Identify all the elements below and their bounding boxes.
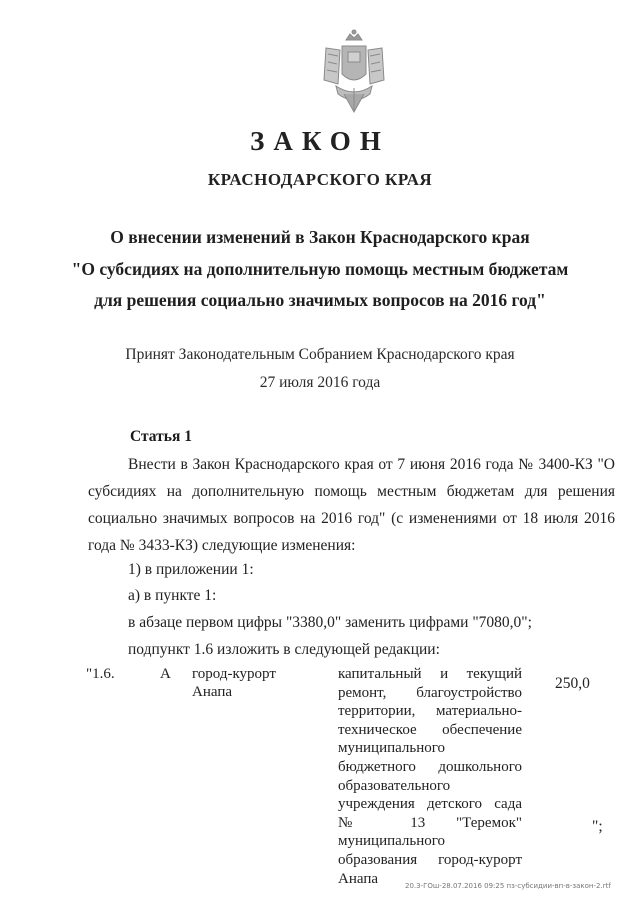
table-row-municipality: город-курорт Анапа bbox=[192, 666, 276, 700]
article-item-2: а) в пункте 1: bbox=[128, 587, 217, 604]
table-row-amount: 250,0 bbox=[555, 675, 590, 692]
law-heading-line-1: О внесении изменений в Закон Краснодарского края bbox=[110, 227, 530, 247]
adoption-line: Принят Законодательным Собранием Краснодарского края bbox=[125, 346, 515, 363]
article-body: Внести в Закон Краснодарского края от 7 июня 2016 года № 3400-КЗ "О субсидиях на дополнительную помощь местным бюджетам для решения социально значимых вопросов на 2016 год" (с изменениями от 18 июля 2016 года № 3433-КЗ) следующие изменения: bbox=[88, 456, 615, 554]
law-subtitle: КРАСНОДАРСКОГО КРАЯ bbox=[207, 170, 433, 189]
table-row-number: "1.6. bbox=[86, 666, 115, 682]
footer-file-stamp: 20.3-ГОш-28.07.2016 09:25 пз-субсидии-вп-в-закон-2.rtf bbox=[405, 882, 611, 890]
article-item-4: подпункт 1.6 изложить в следующей редакции: bbox=[128, 641, 440, 658]
article-item-3: в абзаце первом цифры "3380,0" заменить цифрами "7080,0"; bbox=[128, 614, 532, 631]
law-title: ЗАКОН bbox=[250, 126, 390, 156]
krasnodar-coat-of-arms-icon bbox=[318, 28, 390, 116]
table-row-closing-quote: "; bbox=[592, 818, 603, 835]
law-heading-line-2: "О субсидиях на дополнительную помощь местным бюджетам bbox=[71, 259, 569, 279]
table-row-letter: А bbox=[160, 666, 171, 682]
article-title: Статья 1 bbox=[130, 428, 192, 445]
law-heading-line-3: для решения социально значимых вопросов на 2016 год" bbox=[94, 290, 546, 310]
article-item-1: 1) в приложении 1: bbox=[128, 561, 254, 578]
table-row-description: капитальный и текущий ремонт, благоустройство территории, материально-техническое обеспечение муниципального бюджетного дошкольного образовательного учреждения детского сада № 13 "Теремок" муниципального образования город-курорт Анапа bbox=[338, 666, 522, 887]
adoption-date: 27 июля 2016 года bbox=[259, 374, 381, 391]
